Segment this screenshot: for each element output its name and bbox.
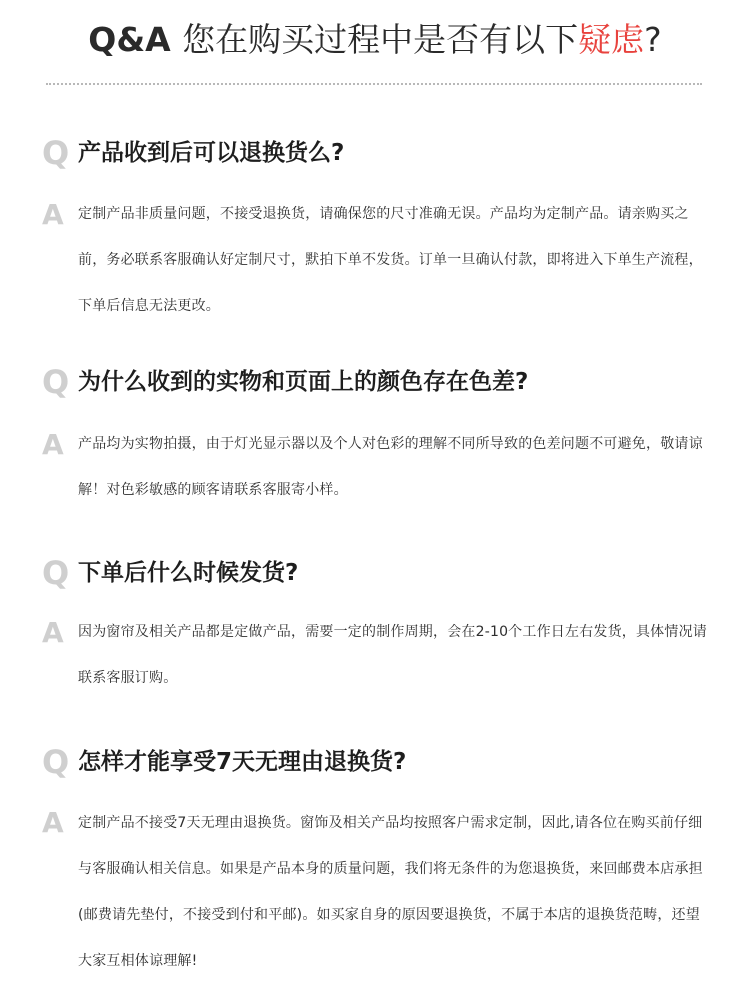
question-text: 产品收到后可以退换货么? — [78, 140, 345, 166]
qa-item — [0, 742, 750, 977]
answer-text: 因为窗帘及相关产品都是定做产品，需要一定的制作周期，会在2-10个工作日左右发货，具体情况请联系客服订购。 — [78, 624, 707, 686]
qa-item — [0, 133, 750, 314]
page-title — [0, 14, 750, 66]
a-marker-icon: A — [42, 616, 64, 649]
title-highlight: 疑虑 — [578, 20, 645, 59]
question-text: 怎样才能享受7天无理由退换货? — [78, 749, 407, 775]
a-marker-icon: A — [42, 198, 64, 231]
answer-text: 定制产品不接受7天无理由退换货。窗饰及相关产品均按照客户需求定制，因此,请各位在购买前仔细与客服确认相关信息。如果是产品本身的质量问题，我们将无条件的为您退换货，来回邮费本店承担(邮费请先垫付，不接受到付和平邮)。如买家自身的原因要退换货，不属于本店的退换货范畴，还望大家互相体谅理解! — [78, 815, 703, 969]
qa-item — [0, 362, 750, 502]
qa-label: Q&A — [88, 20, 171, 59]
answer-text: 产品均为实物拍摄，由于灯光显示器以及个人对色彩的理解不同所导致的色差问题不可避免，敬请谅解！对色彩敏感的顾客请联系客服寄小样。 — [78, 436, 703, 498]
qa-item — [0, 553, 750, 693]
question-text: 下单后什么时候发货? — [78, 560, 299, 586]
title-question-mark: ? — [644, 20, 662, 59]
title-text: 您在购买过程中是否有以下 — [182, 20, 579, 59]
q-marker-icon: Q — [42, 554, 70, 592]
q-marker-icon: Q — [42, 134, 70, 172]
dotted-divider — [46, 83, 702, 85]
answer-text: 定制产品非质量问题，不接受退换货，请确保您的尺寸准确无误。产品均为定制产品。请亲购买之前，务必联系客服确认好定制尺寸，默拍下单不发货。订单一旦确认付款，即将进入下单生产流程，下单后信息无法更改。 — [78, 206, 703, 314]
q-marker-icon: Q — [42, 743, 70, 781]
question-text: 为什么收到的实物和页面上的颜色存在色差? — [78, 369, 529, 395]
a-marker-icon: A — [42, 428, 64, 461]
q-marker-icon: Q — [42, 363, 70, 401]
a-marker-icon: A — [42, 806, 64, 839]
